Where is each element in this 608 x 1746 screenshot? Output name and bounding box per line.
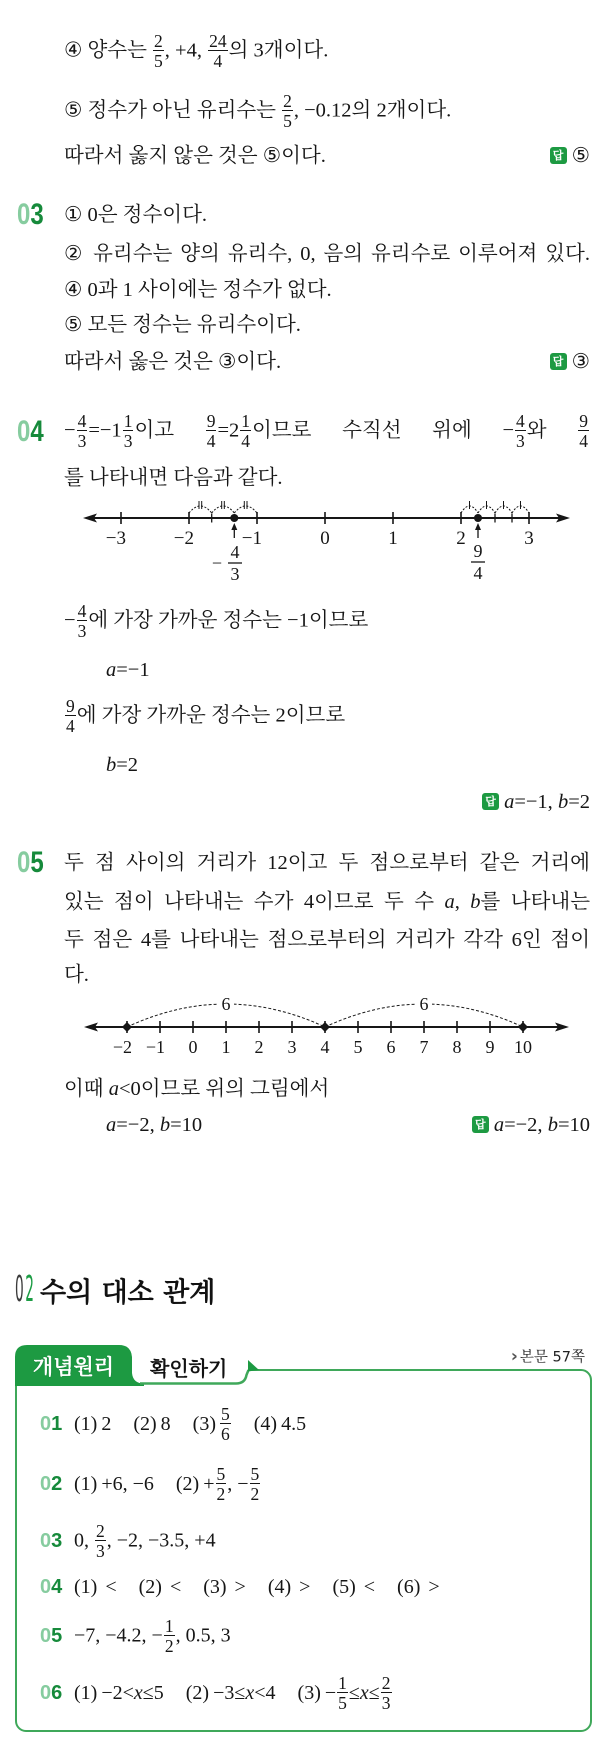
text-segment: ⑤ 정수가 아닌 유리수는 [64,99,282,122]
answer-04 [482,789,590,815]
sub-answer [203,1576,246,1598]
denominator: 3 [96,1541,105,1561]
fraction [208,33,228,69]
fraction [515,413,526,449]
fraction [250,1466,261,1502]
distance-label: 6 [419,994,429,1014]
numerator: 4 [516,411,525,431]
sub-answer-label: (2) [133,1412,157,1435]
tick-label: 7 [419,1037,429,1057]
item-number-digit-2: 4 [51,1576,63,1598]
solution-04-line-3 [64,601,369,641]
denominator: 4 [206,431,216,451]
denominator: 4 [579,431,588,451]
fraction [220,1406,231,1442]
sub-answer [297,1673,393,1713]
arrow-up-icon [475,523,481,530]
concept-answer-02 [40,1464,283,1504]
tick-label: 4 [320,1037,330,1057]
item-number [40,1411,74,1437]
point-2-numerator: 9 [473,541,483,561]
item-number-digit-1: 0 [40,1681,52,1704]
equal-segment-arcs [189,506,529,513]
pointer-arrows [231,523,481,538]
solution-04-line-4 [64,696,346,736]
number-digit-2: 3 [30,198,44,231]
answer-value: ③ [571,351,590,373]
item-number [40,1528,74,1554]
numerator: 1 [123,411,133,431]
numerator: 5 [220,1404,230,1424]
tick-label: 3 [287,1037,297,1057]
numerator: 2 [96,1521,105,1541]
concept-answer-05 [40,1616,231,1656]
axis [83,514,570,523]
tick-label: 10 [514,1037,532,1057]
numerator: 4 [77,601,87,621]
answer-value: ⑤ [571,145,590,167]
fraction [65,698,76,734]
fraction [240,413,251,449]
chevron-right-icon: › [510,1346,518,1367]
text-segment: , 0.5, 3 [175,1624,231,1647]
item-number-digit-2: 1 [51,1412,63,1435]
sub-answer-value: < [105,1576,117,1598]
text-segment: =−1, [514,791,558,813]
sub-answer-value: 8 [160,1412,171,1435]
point-2-denominator: 4 [473,563,483,583]
solution-05-line-2 [64,889,590,915]
problem-number-04 [17,417,44,447]
solution-04-line-1 [64,411,590,451]
denominator: 2 [164,1636,174,1656]
tick-label: 0 [188,1037,198,1057]
sub-answer-label: (1) [74,1412,98,1435]
sub-answer-label: (1) [74,1576,98,1598]
number-digit-1: 0 [17,415,31,448]
text-segment: =2 [217,419,240,442]
fraction [578,413,589,449]
tab-secondary-label: 확인하기 [150,1356,228,1381]
text-segment: =2 [116,754,139,776]
numerator: 24 [209,31,227,51]
numerator: 9 [206,411,216,431]
equal-length-marks [199,501,521,509]
sub-answer-label: (3) [203,1576,227,1598]
tick-label: −1 [145,1037,165,1057]
number-digit-2: 4 [30,415,44,448]
section-number [15,1269,36,1310]
tick-label: 2 [456,528,466,549]
item-number [40,1680,74,1706]
sub-answer [74,1413,111,1435]
text-segment: , −2, −3.5, +4 [106,1529,216,1552]
fraction [77,603,88,639]
item-number-digit-1: 0 [40,1576,52,1598]
solution-03-line-2: ② 유리수는 양의 유리수, 0, 음의 유리수로 이루어져 있다. [64,243,590,265]
denominator: 4 [66,716,75,736]
text-segment: − [324,1681,337,1704]
sub-answer [133,1413,170,1435]
text-segment: ≤ [348,1681,360,1704]
tick-label: 9 [485,1037,495,1057]
item-number-digit-2: 2 [51,1472,63,1495]
variable: a [493,1114,505,1136]
number-digit-1: 0 [17,846,31,879]
point-1-numerator: 4 [230,542,240,562]
fraction [153,33,164,69]
tick-labels [106,528,534,549]
item-number-digit-2: 6 [51,1681,63,1704]
point-1-sign: − [211,553,223,573]
sub-answer [74,1576,117,1598]
tick-label: 3 [524,528,534,549]
item-number-digit-2: 3 [51,1529,63,1552]
text-segment: =2 [568,791,590,813]
sub-answer [186,1682,276,1704]
fraction [381,1675,392,1711]
text-segment: − [64,609,76,632]
variable: b [557,791,569,813]
text-segment: , +4, [164,39,208,62]
answer-badge-icon: 답 [550,353,567,370]
numerator: 5 [250,1464,260,1484]
solution-04-line-2: 를 나타내면 다음과 같다. [64,467,283,489]
sub-answer-label: (3) [297,1681,321,1704]
text-segment: =−2, [504,1114,548,1136]
answer-badge-icon: 답 [550,147,567,164]
sub-answer-label: (3) [192,1412,216,1435]
denominator: 4 [208,50,228,69]
denominator: 5 [283,111,292,131]
solution-03-line-4: ⑤ 모든 정수는 유리수이다. [64,314,301,336]
item-number [40,1574,74,1600]
sub-answer-value: < [169,1576,182,1598]
denominator: 2 [250,1484,260,1504]
sub-answer-value: > [428,1576,440,1598]
solution-03-line-3: ④ 0과 1 사이에는 정수가 없다. [64,279,332,301]
equation-a [106,657,150,683]
section-number-digit-2: 2 [25,1269,36,1310]
sub-answer [175,1464,261,1504]
text-segment: 에 가장 가까운 정수는 −1이므로 [88,609,369,632]
numerator: 2 [381,1673,391,1693]
page-reference-text: 본문 57쪽 [519,1349,585,1366]
numerator: 1 [241,411,251,431]
point-1-denominator: 3 [230,564,240,584]
item-number-digit-1: 0 [40,1472,52,1495]
text-segment: 0, [74,1529,94,1552]
item-number-digit-1: 0 [40,1529,52,1552]
answer-05 [472,1112,590,1138]
variable: x [359,1681,369,1704]
variable: a [106,1114,117,1136]
denominator: 3 [123,431,133,451]
sub-answer [254,1413,306,1435]
fraction [216,1466,227,1502]
concept-answer-03 [40,1521,216,1561]
text-segment: ④ 양수는 [64,39,153,62]
text-segment: , −0.12의 2개이다. [293,99,452,122]
numerator: 4 [77,411,87,431]
sub-answer-label: (2) [138,1576,162,1598]
numerator: 1 [338,1673,347,1693]
solution-05-line-3: 두 점은 4를 나타내는 점으로부터의 거리가 각각 6인 점이 [64,929,590,951]
tick-label: −3 [105,528,126,549]
denominator: 3 [516,431,525,451]
solution-02-statement-5 [64,91,452,131]
tick-label: 8 [452,1037,462,1057]
concept-answer-04 [40,1574,462,1600]
tick-label: 6 [386,1037,396,1057]
text-segment: 를 나타내는 [480,891,591,913]
text-segment: 있는 점이 나타내는 수가 4이므로 두 수 [64,891,445,913]
text-segment: =−1 [116,659,150,681]
solution-05-line-1: 두 점 사이의 거리가 12이고 두 점으로부터 같은 거리에 [64,852,590,874]
distance-label: 6 [221,994,231,1014]
sub-answer-label: (2) [175,1472,200,1495]
denominator: 5 [338,1693,347,1713]
answer-03 [550,349,590,375]
number-digit-2: 5 [30,846,44,879]
tick-labels [113,1037,532,1057]
text-segment: <4 [254,1681,276,1704]
sub-answer-value: > [234,1576,246,1598]
text-segment: 에 가장 가까운 정수는 2이므로 [76,704,346,727]
text-segment: =10 [557,1114,590,1136]
tick-label: 1 [388,528,398,549]
sub-answer [74,1682,164,1704]
variable: a [504,791,515,813]
sub-answer [74,1473,154,1495]
denominator: 6 [220,1424,230,1444]
text-segment: =−2, [116,1114,160,1136]
numerator: 9 [66,696,75,716]
text-segment: 의 3개이다. [228,39,329,62]
sub-answer-value: > [299,1576,311,1598]
variable: x [133,1681,143,1704]
tick-label: 5 [353,1037,363,1057]
item-number-digit-1: 0 [40,1412,52,1435]
item-number-digit-1: 0 [40,1624,52,1647]
equation-a-b [106,1112,202,1138]
answer-02 [550,143,590,169]
concept-answer-01 [40,1404,328,1444]
denominator: 3 [381,1693,391,1713]
variable: b [106,754,117,776]
tab-primary-label: 개념원리 [32,1355,115,1379]
variable: a [108,1078,119,1100]
denominator: 3 [77,431,87,451]
sub-answer-label: (6) [397,1576,421,1598]
sign: + [203,1472,215,1495]
page-reference [511,1346,585,1367]
text-segment: 이때 [64,1078,109,1100]
denominator: 2 [216,1484,226,1504]
text-segment: 이므로 수직선 위에 − [252,419,515,442]
text-segment: ≤ [368,1681,380,1704]
sub-answer-label: (5) [332,1576,356,1598]
variable: b [470,891,481,913]
equation-b [106,752,138,778]
tick-label: −2 [173,528,194,549]
item-number [40,1471,74,1497]
numerator: 5 [216,1464,226,1484]
sub-answer-label: (1) [74,1472,98,1495]
fraction [164,1618,175,1654]
text-segment: −7, −4.2, − [74,1624,163,1647]
tab-notch-icon [248,1360,259,1372]
distance-labels [222,994,429,1014]
text-segment: − [64,419,76,442]
numerator: 9 [579,411,588,431]
text-segment: −2< [101,1681,134,1704]
sub-answer [192,1404,232,1444]
text-segment: 와 [526,419,578,442]
sub-answer [268,1576,311,1598]
numerator: 1 [164,1616,174,1636]
variable: a [444,891,455,913]
variable: b [547,1114,558,1136]
answer-badge-icon: 답 [472,1116,489,1133]
tick-label: 0 [320,528,330,549]
numerator: 2 [154,31,163,51]
sub-answer-value: +6, −6 [101,1472,154,1495]
solution-03-conclusion: 따라서 옳은 것은 ③이다. [64,351,282,373]
tick-label: −1 [241,528,262,549]
sub-answer-value: < [363,1576,376,1598]
sub-answer [332,1576,375,1598]
sub-answer-label: (4) [267,1576,292,1598]
number-digit-1: 0 [17,198,31,231]
fraction [123,413,134,449]
solution-02-conclusion: 따라서 옳지 않은 것은 ⑤이다. [64,145,326,167]
sub-answer [139,1576,182,1598]
solution-05-line-4: 다. [64,964,89,986]
tick-label: 1 [221,1037,231,1057]
arrow-up-icon [231,523,237,530]
fraction [282,93,293,129]
sub-answer-value: 2 [101,1412,112,1435]
concept-answer-06 [40,1673,415,1713]
variable: x [245,1681,255,1704]
fraction [337,1675,348,1711]
text-segment: <0이므로 위의 그림에서 [118,1078,330,1100]
fraction [206,413,217,449]
sub-answer-label: (1) [74,1681,98,1704]
tick-label: −2 [112,1037,132,1057]
section-title: 수의 대소 관계 [40,1277,216,1309]
solution-02-statement-4 [64,31,329,71]
answer-badge-icon: 답 [482,793,499,810]
sub-answer [397,1576,440,1598]
denominator: 4 [241,431,251,451]
text-segment: −3≤ [213,1681,246,1704]
solution-05-line-5 [64,1076,329,1102]
sub-answer-label: (2) [185,1681,210,1704]
number-line-04 [0,470,608,585]
sub-answer-label: (4) [253,1412,278,1435]
item-number [40,1623,74,1649]
section-number-digit-1: 0 [15,1269,26,1310]
text-segment: , − [227,1472,249,1495]
text-segment: =10 [170,1114,203,1136]
solution-03-line-1: ① 0은 정수이다. [64,204,208,226]
fraction [77,413,88,449]
text-segment: , [454,891,471,913]
sub-answer-value: 4.5 [281,1412,307,1435]
item-number-digit-2: 5 [51,1624,63,1647]
variable: b [159,1114,171,1136]
problem-number-05 [17,848,44,878]
tick-label: 2 [254,1037,264,1057]
number-line-05 [0,990,608,1060]
text-segment: =−1 [88,419,122,442]
fraction [95,1523,106,1559]
denominator: 3 [77,621,87,641]
variable: a [106,659,117,681]
text-segment: ≤5 [142,1681,164,1704]
text-segment: 이고 [134,419,205,442]
denominator: 5 [154,51,163,71]
problem-number-03 [17,200,44,230]
numerator: 2 [283,91,292,111]
